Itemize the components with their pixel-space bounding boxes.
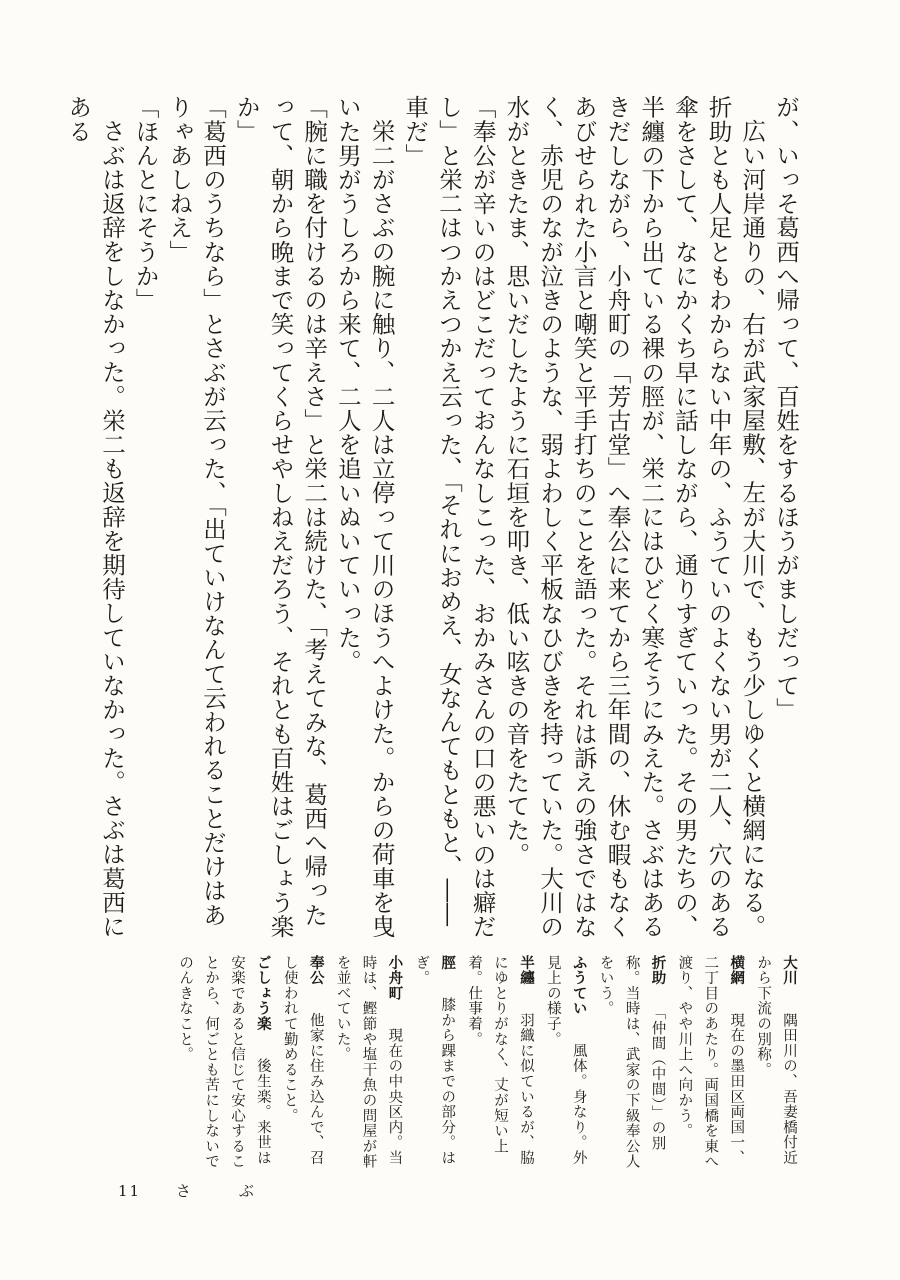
note-body: 膝から踝までの部分。はぎ。: [413, 955, 456, 1166]
note-body: 現在の中央区内。当時は、鰹節や塩干魚の問屋が軒を並べていた。: [334, 955, 403, 1170]
note-item: [539, 955, 592, 1180]
note-term: 脛: [439, 955, 457, 971]
note-body: 他家に住み込んで、召し使われて勤めること。: [281, 955, 324, 1166]
running-title-char-1: さ: [175, 1182, 193, 1200]
running-title: [176, 1182, 302, 1200]
paragraph-6: 「葛西のうちなら」とさぶが云った、「出ていけなんて云われることだけはありゃあしねえ」: [165, 95, 228, 927]
paragraph-4: 栄二がさぶの腕に触り、二人は立停って川のほうへよけた。からの荷車を曳いた男がうしろから来て、二人を追いぬいていった。: [333, 95, 396, 938]
annotation-notes: [92, 955, 802, 1180]
note-item: [276, 955, 329, 1180]
paragraph-1: が、いっそ葛西へ帰って、百姓をするほうがましだって」: [772, 95, 800, 722]
note-term: 折助: [649, 955, 667, 986]
note-body: 羽織に似ているが、脇にゆとりがなく、丈が短い上着。仕事着。: [466, 955, 534, 1166]
paragraph-5: 「腕に職を付けるのは辛えさ」と栄二は続けた、「考えてみな、葛西へ帰ったって、朝から晩まで笑ってくらせやしねえだろう、それとも百姓はごしょう楽か」: [232, 95, 329, 939]
note-term: ごしょう楽: [254, 955, 272, 1032]
note-body: 後生楽。来世は安楽であると信じて安心することから、何ごとも苦にしないでのんきなこと。: [177, 955, 271, 1170]
paragraph-8: さぶは返辞をしなかった。栄二も返辞を期待していなかった。さぶは葛西にある: [64, 95, 126, 938]
note-item: [460, 955, 539, 1180]
note-body: 隅田川の、吾妻橋付近から下流の別称。: [755, 955, 797, 1166]
note-term: ふうてい: [570, 955, 588, 1017]
paragraph-7: 「ほんとにそうか」: [131, 95, 160, 312]
note-body: 現在の墨田区両国一、二丁目のあたり。両国橋を東へ渡り、やや川上へ向かう。: [676, 955, 745, 1170]
main-text: [64, 95, 802, 945]
note-term: 奉公: [307, 955, 325, 986]
paragraph-2: 広い河岸通りの、右が武家屋敷、左が大川で、もう少しゆくと横網になる。折助とも人足ともわからない中年の、ふうていのよくない男が二人、穴のある傘をさして、なにかくち早に話しながら、通りすぎていった。その男たちの、半纏の下から出ている裸の脛が、栄二にはひどく寒そうにみえた。さぶはあるきだしながら、小舟町の「芳古堂」へ奉公に来てから三年間の、休む暇もなくあびせられた小言と嘲笑と平手打ちのことを語った。それは訴えの強さではなく、赤児のなが泣きのような、弱よわしく平板なひびきを持っていた。大川の水がときたま、思いだしたように石垣を叩き、低い呟きの音をたてた。: [502, 95, 767, 939]
paragraph-3: 「奉公が辛いのはどこだっておんなしこった、おかみさんの口の悪いのは癖だし」と栄二はつかえつかえ云った、「それにおめえ、女なんてもともと、――車だ」: [401, 95, 497, 939]
note-term: 横網: [728, 955, 746, 986]
note-body: 風体。身なり。外見上の様子。: [544, 955, 587, 1166]
page-number: 11: [118, 1182, 142, 1200]
note-item: [329, 955, 408, 1180]
page-footer: [118, 1180, 302, 1201]
running-title-char-2: ぶ: [238, 1182, 256, 1200]
note-item: [592, 955, 671, 1180]
note-item: [749, 955, 802, 1180]
note-item: [407, 955, 460, 1180]
note-term: 大川: [781, 955, 798, 986]
note-item: [171, 955, 276, 1180]
note-body: 「仲間（中間）」の別称。当時は、武家の下級奉公人をいう。: [597, 955, 666, 1170]
note-term: 半纏: [517, 955, 535, 986]
note-item: [670, 955, 749, 1180]
note-term: 小舟町: [386, 955, 404, 1001]
